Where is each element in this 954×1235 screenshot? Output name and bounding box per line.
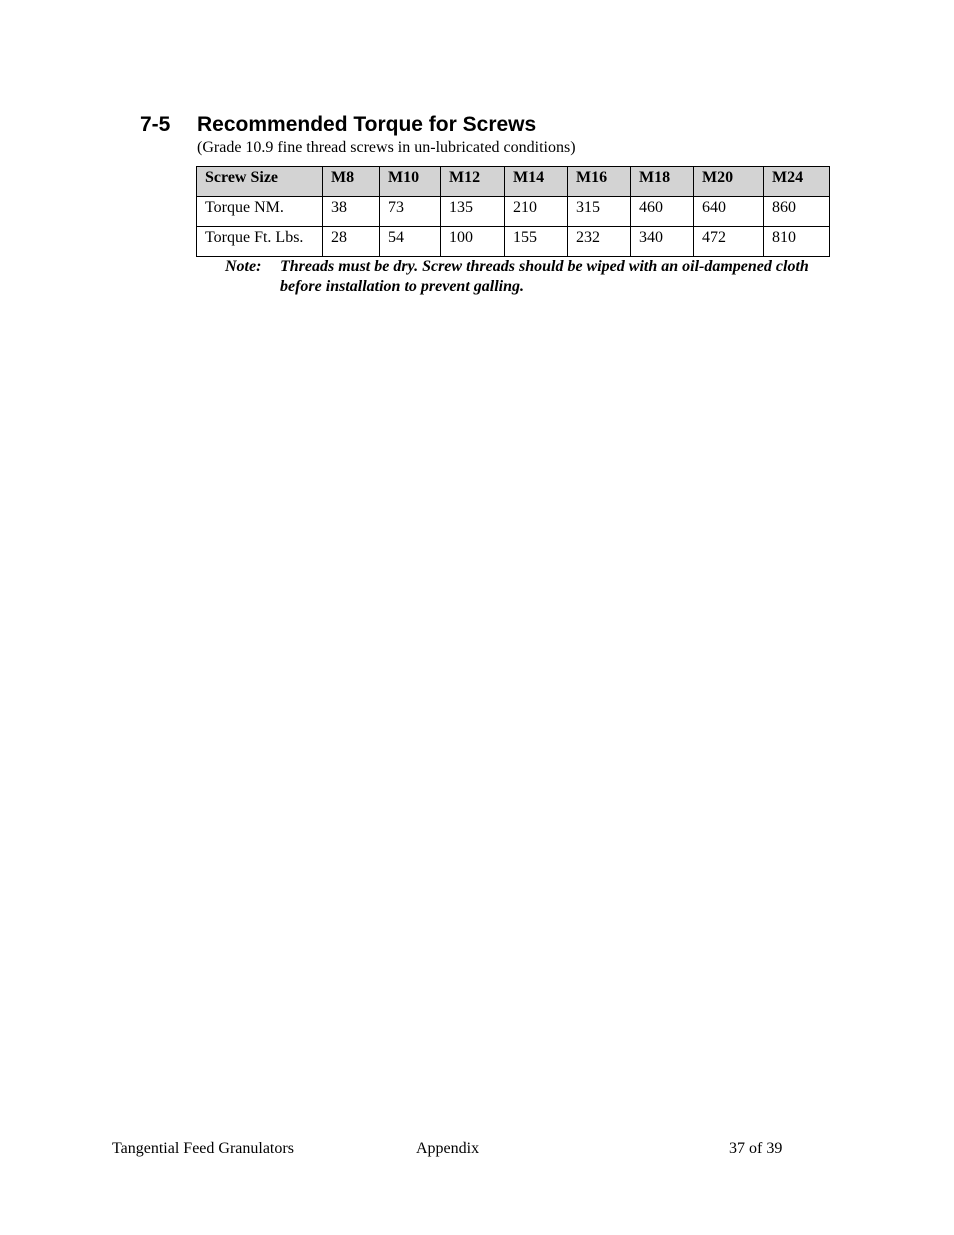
- footer-document-title: Tangential Feed Granulators: [112, 1140, 294, 1157]
- table-cell: 73: [380, 197, 441, 227]
- table-cell: 472: [694, 227, 764, 257]
- header-cell: M14: [505, 167, 568, 197]
- footer-page-number: 37 of 39: [729, 1140, 783, 1157]
- table-cell: 54: [380, 227, 441, 257]
- header-cell: Screw Size: [197, 167, 323, 197]
- table-cell: 640: [694, 197, 764, 227]
- header-cell: M16: [568, 167, 631, 197]
- table-cell: 100: [441, 227, 505, 257]
- torque-table: [196, 166, 830, 257]
- table-cell: 340: [631, 227, 694, 257]
- table-header-row: [197, 167, 830, 197]
- table-cell: 860: [764, 197, 830, 227]
- table-cell: 810: [764, 227, 830, 257]
- header-cell: M24: [764, 167, 830, 197]
- table-row: [197, 227, 830, 257]
- table-cell: 210: [505, 197, 568, 227]
- table-cell: 28: [323, 227, 380, 257]
- table-row: [197, 197, 830, 227]
- header-cell: M18: [631, 167, 694, 197]
- table-cell: Torque NM.: [197, 197, 323, 227]
- footer-section-name: Appendix: [416, 1140, 480, 1157]
- header-cell: M8: [323, 167, 380, 197]
- header-cell: M12: [441, 167, 505, 197]
- table-cell: Torque Ft. Lbs.: [197, 227, 323, 257]
- table-cell: 232: [568, 227, 631, 257]
- note-label: Note:: [225, 258, 262, 275]
- note-text: Threads must be dry. Screw threads should be wiped with an oil-dampened cloth before installation to prevent galling.: [280, 258, 809, 295]
- header-cell: M10: [380, 167, 441, 197]
- table-cell: 135: [441, 197, 505, 227]
- table-cell: 315: [568, 197, 631, 227]
- section-title: Recommended Torque for Screws: [197, 113, 537, 136]
- table-cell: 38: [323, 197, 380, 227]
- section-number: 7-5: [140, 113, 171, 136]
- header-cell: M20: [694, 167, 764, 197]
- section-heading: [140, 112, 536, 138]
- table-cell: 460: [631, 197, 694, 227]
- table-cell: 155: [505, 227, 568, 257]
- section-subtitle: (Grade 10.9 fine thread screws in un-lubricated conditions): [197, 139, 576, 156]
